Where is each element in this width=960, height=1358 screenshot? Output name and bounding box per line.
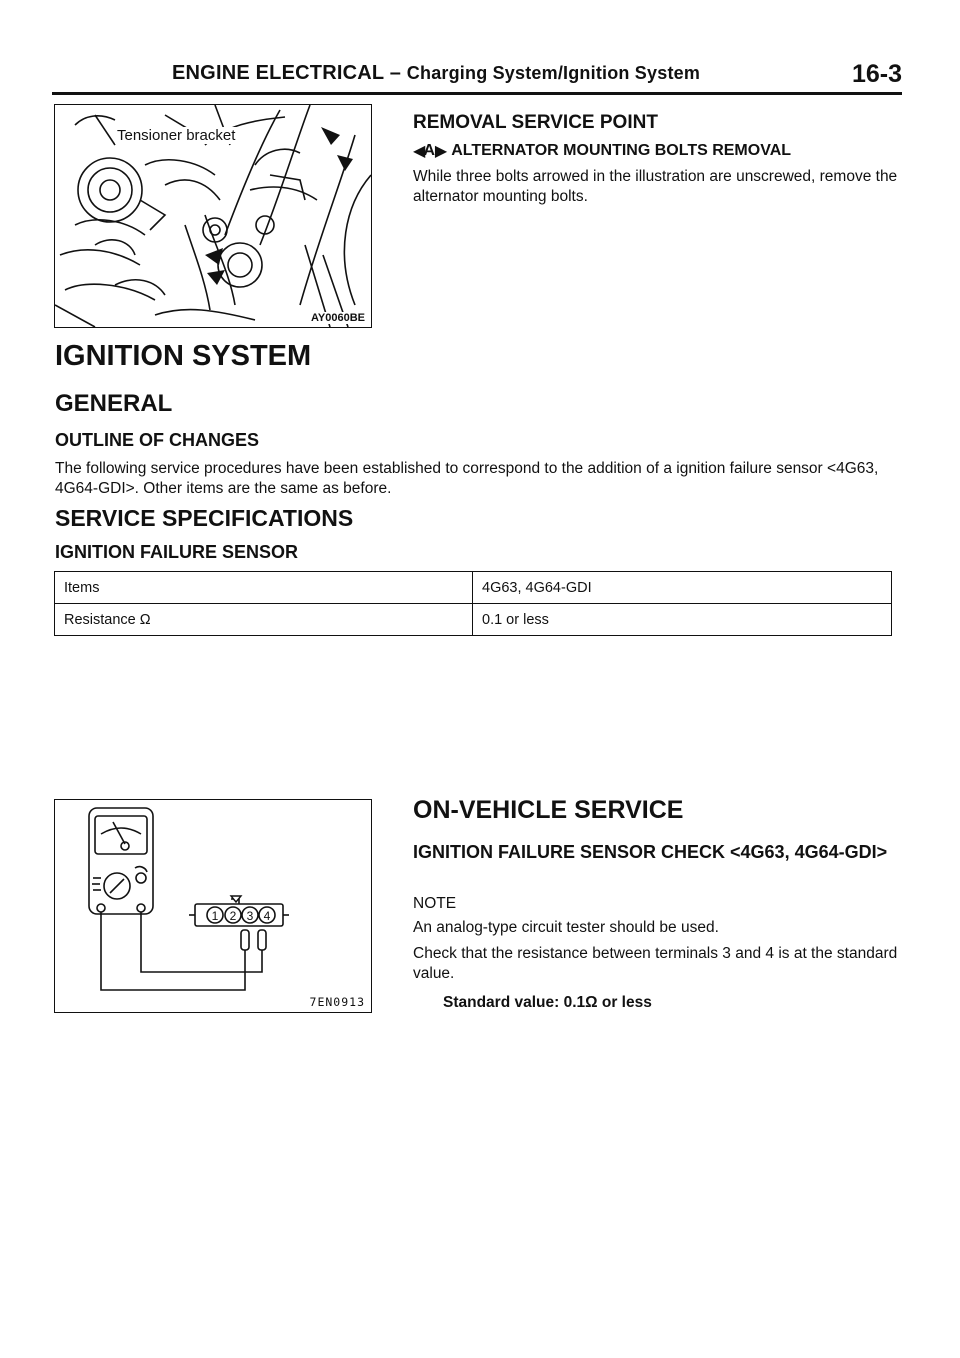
figure-code: AY0060BE [310, 312, 365, 324]
removal-text: While three bolts arrowed in the illustration are unscrewed, remove the alternator mounting bolts. [413, 168, 898, 205]
check-heading: IGNITION FAILURE SENSOR CHECK <4G63, 4G64-GDI> [413, 842, 888, 862]
note-text: An analog-type circuit tester should be used. [413, 919, 719, 936]
check-text: Check that the resistance between terminals 3 and 4 is at the standard value. [413, 945, 898, 982]
on-vehicle-heading: ON-VEHICLE SERVICE [413, 796, 684, 824]
header-title [172, 62, 700, 85]
general-heading: GENERAL [55, 390, 173, 417]
outline-text: The following service procedures have been established to correspond to the addition of a ignition failure sensor <4G63, 4G64-GDI>. Other items are the same as before. [55, 460, 879, 497]
removal-subheading: ALTERNATOR MOUNTING BOLTS REMOVAL [451, 142, 792, 159]
tester-illustration [54, 799, 372, 1013]
specifications-table [54, 571, 892, 636]
table-cell: 4G63, 4G64-GDI [473, 572, 892, 604]
table-row [55, 572, 892, 604]
terminal-3-label: 3 [246, 909, 254, 923]
tester-drawing [55, 800, 371, 1012]
header-subsection: Charging System/Ignition System [406, 63, 701, 83]
note-label: NOTE [413, 895, 457, 912]
header-section: ENGINE ELECTRICAL [172, 62, 384, 84]
marker-letter: A [423, 142, 435, 159]
figure-code: 7EN0913 [309, 995, 365, 1009]
tensioner-bracket-label: Tensioner bracket [117, 127, 236, 144]
terminal-4-label: 4 [263, 909, 271, 923]
page-number: 16-3 [851, 60, 902, 88]
removal-subheading-row [413, 141, 791, 161]
outline-heading: OUTLINE OF CHANGES [55, 430, 260, 450]
sensor-heading: IGNITION FAILURE SENSOR [55, 542, 299, 562]
header-rule [52, 92, 902, 95]
marker-left-icon: ◀ [413, 143, 424, 160]
header-dash: – [389, 62, 402, 84]
marker-right-icon: ▶ [434, 143, 446, 160]
table-cell: Resistance Ω [55, 604, 473, 636]
removal-heading: REMOVAL SERVICE POINT [413, 112, 658, 133]
alternator-illustration [54, 104, 372, 328]
standard-value: Standard value: 0.1Ω or less [443, 994, 652, 1011]
table-cell: Items [55, 572, 473, 604]
specifications-heading: SERVICE SPECIFICATIONS [55, 505, 354, 531]
table-row [55, 604, 892, 636]
terminal-2-label: 2 [229, 909, 237, 923]
table-cell: 0.1 or less [473, 604, 892, 636]
page-header [172, 60, 902, 92]
section-title: IGNITION SYSTEM [55, 340, 312, 372]
terminal-1-label: 1 [211, 909, 219, 923]
